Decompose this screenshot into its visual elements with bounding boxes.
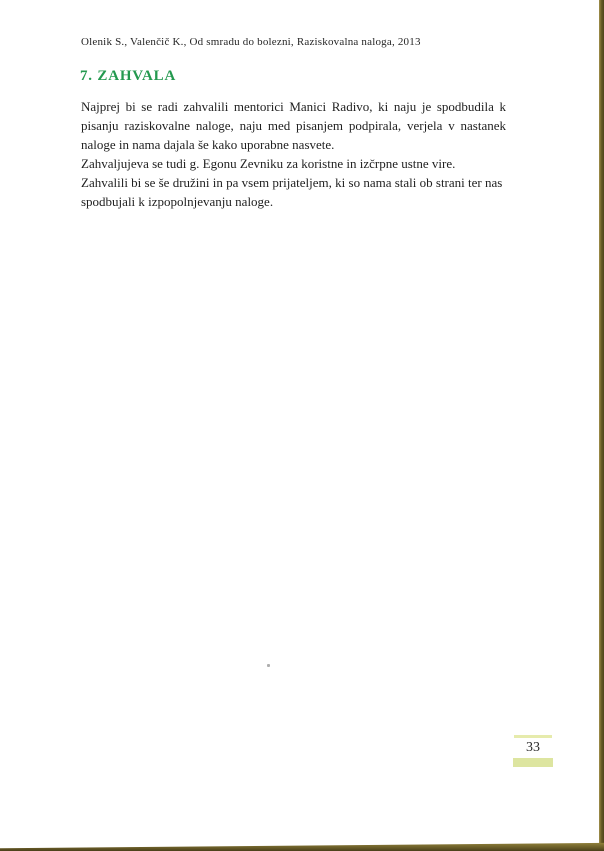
scan-border-bottom <box>0 842 604 851</box>
paragraph-acknowledgement-mentor: Najprej bi se radi zahvalili mentorici Manici Radivo, ki naju je spodbudila k pisanju raziskovalne naloge, naju med pisanjem podpirala, verjela v nastanek naloge in nama dajala še kako uporabne nasvete. <box>81 99 506 152</box>
paragraph-acknowledgement-sources: Zahvaljujeva se tudi g. Egonu Zevniku za koristne in izčrpne ustne vire. <box>81 156 456 171</box>
paragraph-acknowledgement-family: Zahvalili bi se še družini in pa vsem prijateljem, ki so nama stali ob strani ter nas spodbujali k izpopolnjevanju naloge. <box>81 175 503 209</box>
scan-artifact-speck <box>267 664 270 667</box>
chapter-heading: 7. ZAHVALA <box>80 68 177 84</box>
page-number: 33 <box>526 740 540 755</box>
running-header: Olenik S., Valenčič K., Od smradu do bolezni, Raziskovalna naloga, 2013 <box>81 36 421 48</box>
page-number-highlight-bottom <box>513 758 553 767</box>
scan-border-right <box>599 0 604 851</box>
body-text-block <box>81 97 506 211</box>
page-number-footer <box>508 735 558 767</box>
